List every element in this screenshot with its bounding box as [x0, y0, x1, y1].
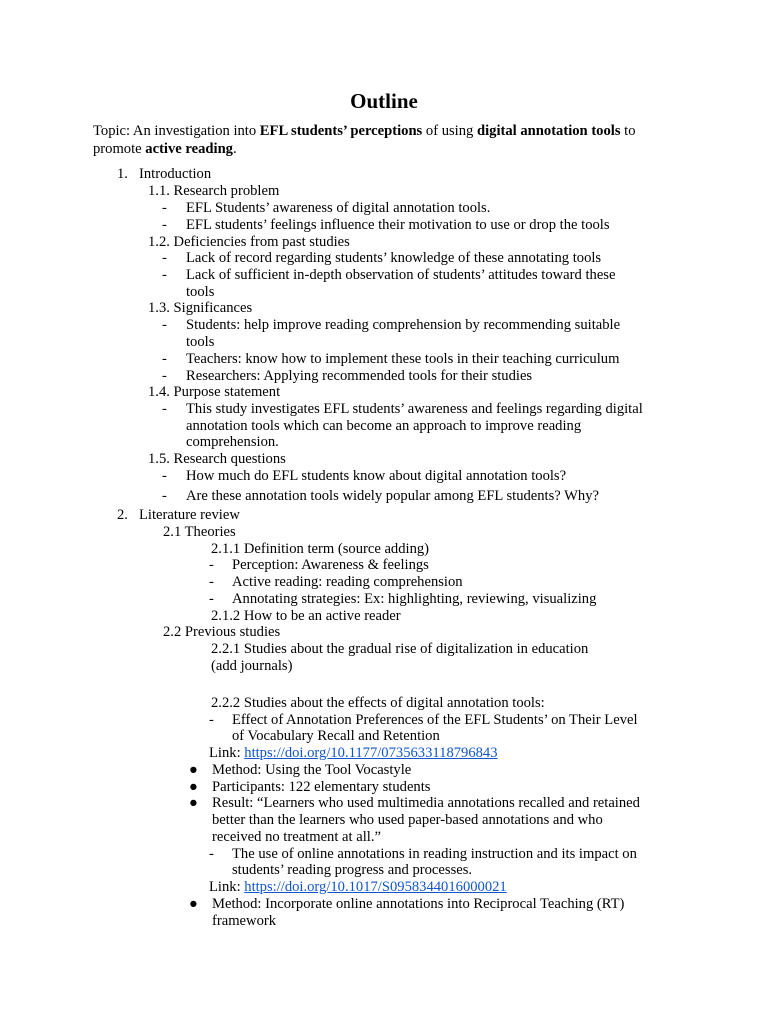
list-item: EFL students’ feelings influence their motivation to use or drop the tools [186, 217, 610, 233]
list-item: Teachers: know how to implement these tools in their teaching curriculum [186, 351, 620, 367]
subsubsection-heading: 2.2.1 Studies about the gradual rise of digitalization in education [211, 641, 589, 657]
list-item-continued: tools [186, 334, 215, 350]
study-title-continued: students’ reading progress and processes. [232, 862, 473, 878]
dash-marker: - [162, 217, 167, 233]
topic-text: Topic: An investigation into [93, 123, 260, 139]
section-heading-literature-review: Literature review [139, 507, 240, 523]
list-item-continued: tools [186, 284, 215, 300]
topic-bold-tools: digital annotation tools [476, 123, 621, 139]
dash-marker: - [209, 712, 214, 728]
subsection-heading: 1.1. Research problem [148, 183, 280, 199]
dash-marker: - [162, 267, 167, 283]
dash-marker: - [209, 557, 214, 573]
link-label: Link: [209, 745, 245, 761]
list-item: How much do EFL students know about digital annotation tools? [186, 468, 567, 484]
subsection-heading: 1.5. Research questions [148, 451, 286, 467]
section-heading-introduction: Introduction [139, 166, 212, 182]
list-item-continued: received no treatment at all.” [212, 829, 381, 845]
link-line [209, 879, 507, 896]
list-item: This study investigates EFL students’ awareness and feelings regarding digital [186, 401, 643, 417]
doi-link[interactable]: https://doi.org/10.1177/0735633118796843 [244, 745, 498, 761]
dash-marker: - [162, 200, 167, 216]
list-item: Active reading: reading comprehension [232, 574, 463, 590]
section-number: 2. [117, 507, 128, 523]
dash-marker: - [209, 846, 214, 862]
study-title: Effect of Annotation Preferences of the EFL Students’ on Their Level [232, 712, 638, 728]
dash-marker: - [162, 250, 167, 266]
dash-marker: - [209, 574, 214, 590]
topic-bold-active-reading: active reading [145, 141, 233, 157]
bullet-marker: ● [189, 795, 198, 811]
dash-marker: - [162, 488, 167, 504]
study-title: The use of online annotations in reading instruction and its impact on [232, 846, 637, 862]
subsection-heading: 2.1 Theories [163, 524, 236, 540]
list-item: EFL Students’ awareness of digital annotation tools. [186, 200, 491, 216]
list-item: Method: Using the Tool Vocastyle [212, 762, 412, 778]
list-item: Participants: 122 elementary students [212, 779, 431, 795]
dash-marker: - [162, 401, 167, 417]
list-item-continued: comprehension. [186, 434, 279, 450]
dash-marker: - [162, 317, 167, 333]
list-item: Perception: Awareness & feelings [232, 557, 429, 573]
dash-marker: - [162, 468, 167, 484]
doi-link[interactable]: https://doi.org/10.1017/S0958344016000021 [244, 879, 507, 895]
topic-paragraph [93, 122, 683, 158]
list-item: Researchers: Applying recommended tools for their studies [186, 368, 533, 384]
bullet-marker: ● [189, 896, 198, 912]
subsection-heading: 1.4. Purpose statement [148, 384, 281, 400]
list-item-continued: better than the learners who used paper-based annotations and who [212, 812, 603, 828]
list-item: Students: help improve reading comprehension by recommending suitable [186, 317, 621, 333]
list-item: Method: Incorporate online annotations into Reciprocal Teaching (RT) [212, 896, 625, 912]
topic-bold-perceptions: EFL students’ perceptions [259, 123, 423, 139]
topic-text: . [232, 141, 237, 157]
subsubsection-heading: 2.1.1 Definition term (source adding) [211, 541, 430, 557]
bullet-marker: ● [189, 779, 198, 795]
list-item: Lack of record regarding students’ knowledge of these annotating tools [186, 250, 602, 266]
list-item: Are these annotation tools widely popular among EFL students? Why? [186, 488, 599, 504]
list-item: Result: “Learners who used multimedia annotations recalled and retained [212, 795, 640, 811]
dash-marker: - [209, 591, 214, 607]
dash-marker: - [162, 351, 167, 367]
topic-text: of using [422, 123, 477, 139]
subsection-heading: 1.3. Significances [148, 300, 253, 316]
list-item: Lack of sufficient in-depth observation of students’ attitudes toward these [186, 267, 616, 283]
subsection-heading: 2.2 Previous studies [163, 624, 281, 640]
list-item-continued: framework [212, 913, 277, 929]
link-line [209, 745, 498, 762]
bullet-marker: ● [189, 762, 198, 778]
study-title-continued: of Vocabulary Recall and Retention [232, 728, 440, 744]
subsubsection-heading: 2.1.2 How to be an active reader [211, 608, 401, 624]
list-item: Annotating strategies: Ex: highlighting, reviewing, visualizing [232, 591, 597, 607]
note-text: (add journals) [211, 658, 293, 674]
page-title: Outline [350, 89, 418, 113]
topic-text: to promote [93, 123, 636, 157]
section-number: 1. [117, 166, 128, 182]
dash-marker: - [162, 368, 167, 384]
link-label: Link: [209, 879, 245, 895]
subsection-heading: 1.2. Deficiencies from past studies [148, 234, 350, 250]
subsubsection-heading: 2.2.2 Studies about the effects of digital annotation tools: [211, 695, 545, 711]
list-item-continued: annotation tools which can become an approach to improve reading [186, 418, 582, 434]
